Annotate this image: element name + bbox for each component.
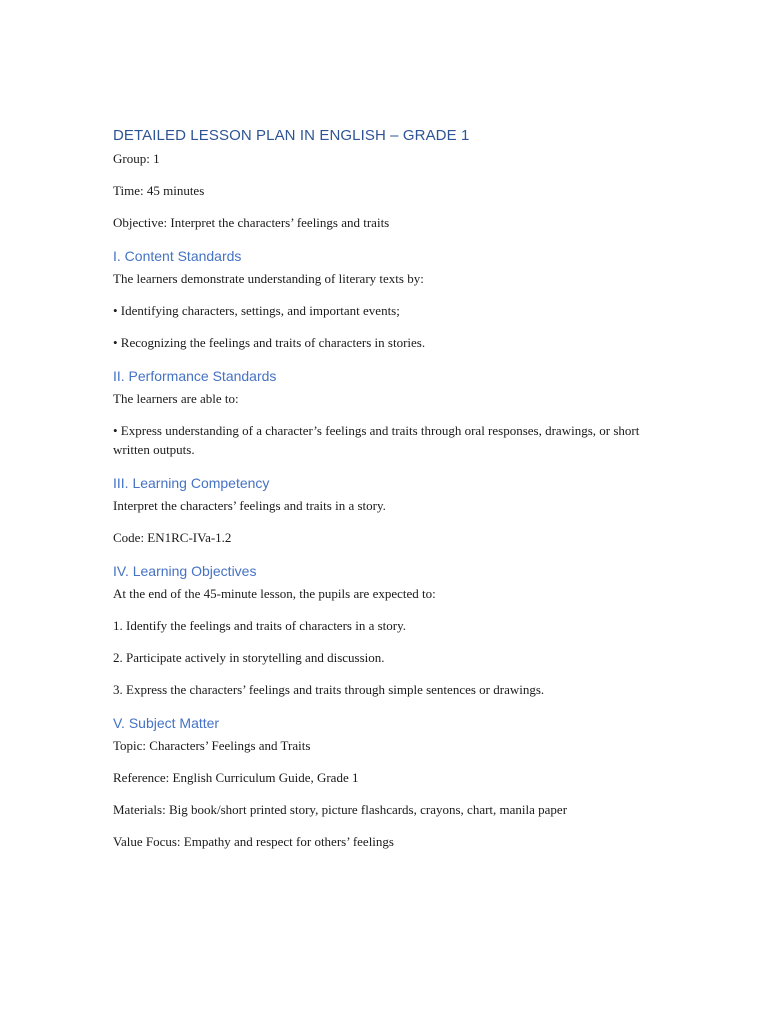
- objective-line: Objective: Interpret the characters’ feelings and traits: [113, 215, 390, 230]
- section-heading: IV. Learning Objectives: [113, 563, 257, 579]
- topic-line: Topic: Characters’ Feelings and Traits: [113, 738, 311, 753]
- section-learning-objectives: [113, 561, 653, 699]
- reference-line: Reference: English Curriculum Guide, Grade 1: [113, 770, 359, 785]
- section-intro: The learners are able to:: [113, 391, 239, 406]
- section-intro: At the end of the 45-minute lesson, the pupils are expected to:: [113, 586, 436, 601]
- list-item: • Identifying characters, settings, and important events;: [113, 303, 400, 318]
- time-line: Time: 45 minutes: [113, 183, 205, 198]
- document-body: [113, 126, 653, 864]
- list-item: 1. Identify the feelings and traits of characters in a story.: [113, 618, 406, 633]
- section-performance-standards: [113, 366, 653, 459]
- section-heading: I. Content Standards: [113, 248, 242, 264]
- section-heading: II. Performance Standards: [113, 368, 277, 384]
- section-intro: The learners demonstrate understanding of literary texts by:: [113, 271, 424, 286]
- value-focus-line: Value Focus: Empathy and respect for others’ feelings: [113, 834, 394, 849]
- section-heading: V. Subject Matter: [113, 715, 220, 731]
- section-learning-competency: [113, 473, 653, 547]
- section-subject-matter: [113, 713, 653, 851]
- materials-line: Materials: Big book/short printed story, picture flashcards, crayons, chart, manila paper: [113, 802, 568, 817]
- list-item: • Recognizing the feelings and traits of characters in stories.: [113, 335, 426, 350]
- list-item: 2. Participate actively in storytelling and discussion.: [113, 650, 385, 665]
- section-content-standards: [113, 246, 653, 352]
- document-title: DETAILED LESSON PLAN IN ENGLISH – GRADE 1: [113, 127, 470, 144]
- section-heading: III. Learning Competency: [113, 475, 270, 491]
- list-item: 3. Express the characters’ feelings and traits through simple sentences or drawings.: [113, 682, 545, 697]
- list-item: • Express understanding of a character’s feelings and traits through oral responses, drawings, or short written outputs.: [113, 423, 640, 457]
- group-line: Group: 1: [113, 151, 160, 166]
- competency-text: Interpret the characters’ feelings and traits in a story.: [113, 498, 386, 513]
- competency-code: Code: EN1RC-IVa-1.2: [113, 530, 232, 545]
